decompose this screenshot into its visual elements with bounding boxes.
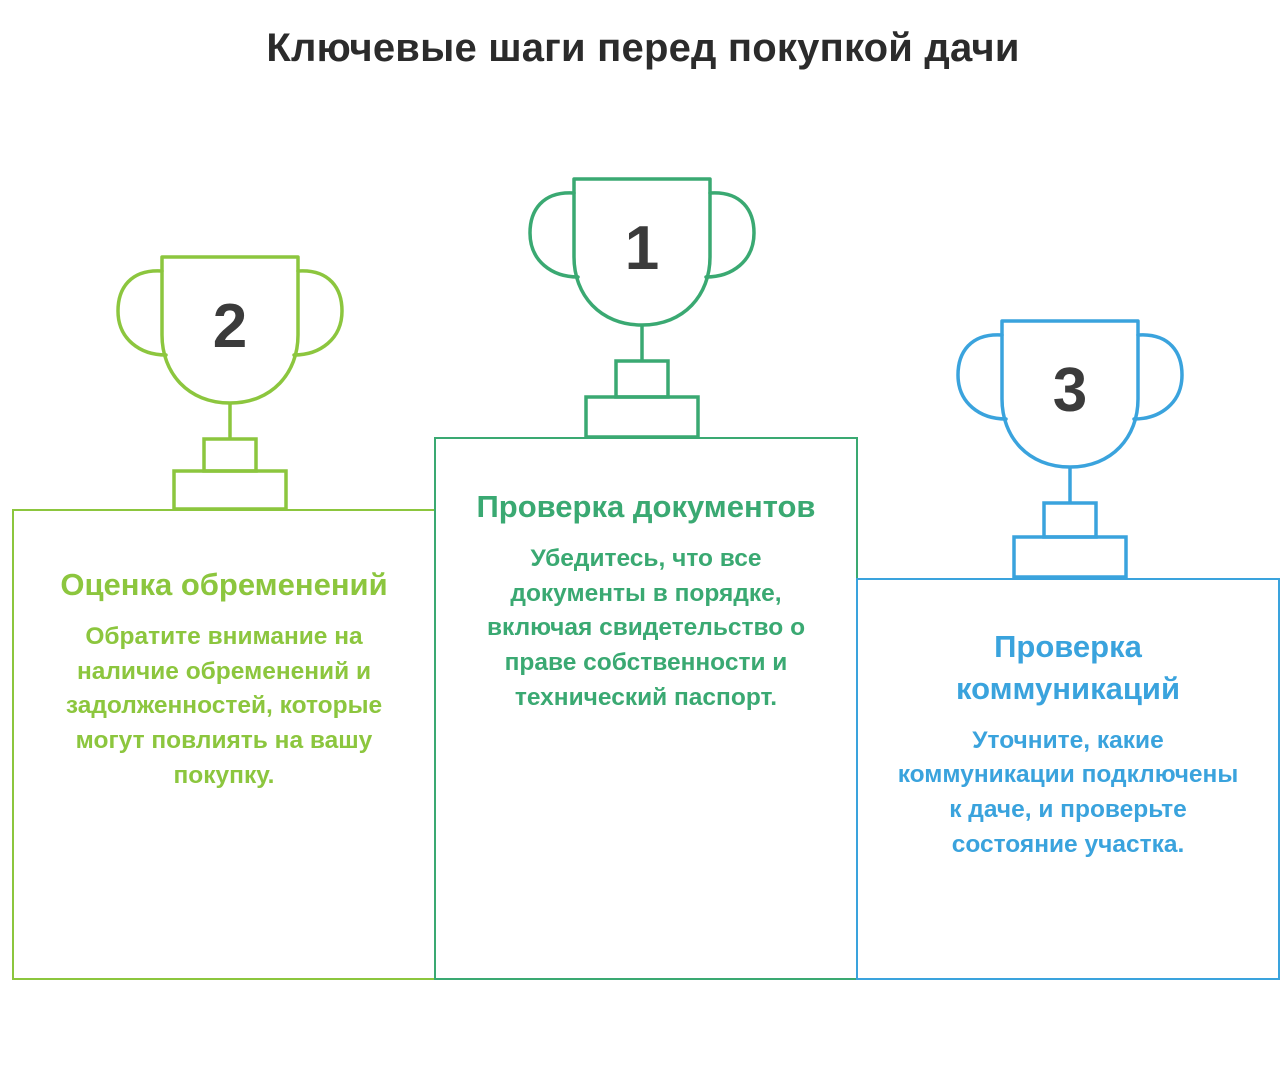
podium-step-3-content bbox=[858, 580, 1278, 863]
podium-step-2-content bbox=[14, 511, 434, 794]
podium-step-1-content bbox=[436, 439, 856, 716]
trophy-icon bbox=[940, 307, 1200, 579]
trophy-icon bbox=[512, 165, 772, 439]
step-1-description: Убедитесь, что все документы в порядке, включая свидетельство о праве собственности и технический паспорт. bbox=[486, 544, 806, 711]
step-3-rank: 3 bbox=[1052, 356, 1088, 425]
page-title: Ключевые шаги перед покупкой дачи bbox=[266, 26, 1020, 70]
podium-baseline bbox=[12, 978, 1280, 980]
step-2-rank: 2 bbox=[212, 292, 248, 361]
step-1-rank: 1 bbox=[624, 214, 660, 283]
podium-step-3 bbox=[856, 578, 1280, 980]
trophy-icon-step-2 bbox=[100, 243, 360, 511]
trophy-icon-step-3 bbox=[940, 307, 1200, 579]
step-2-description: Обратите внимание на наличие обременений и задолженностей, которые могут повлиять на вашу покупку. bbox=[65, 622, 383, 789]
step-1-title: Проверка документов bbox=[476, 489, 816, 524]
podium-step-2 bbox=[12, 509, 436, 980]
step-3-description: Уточните, какие коммуникации подключены к даче, и проверьте состояние участка. bbox=[897, 726, 1239, 859]
step-2-title: Оценка обременений bbox=[60, 567, 388, 602]
podium-step-1 bbox=[434, 437, 858, 980]
trophy-icon bbox=[100, 243, 360, 511]
trophy-icon-step-1 bbox=[512, 165, 772, 439]
step-3-title: Проверка коммуникаций bbox=[955, 629, 1181, 706]
